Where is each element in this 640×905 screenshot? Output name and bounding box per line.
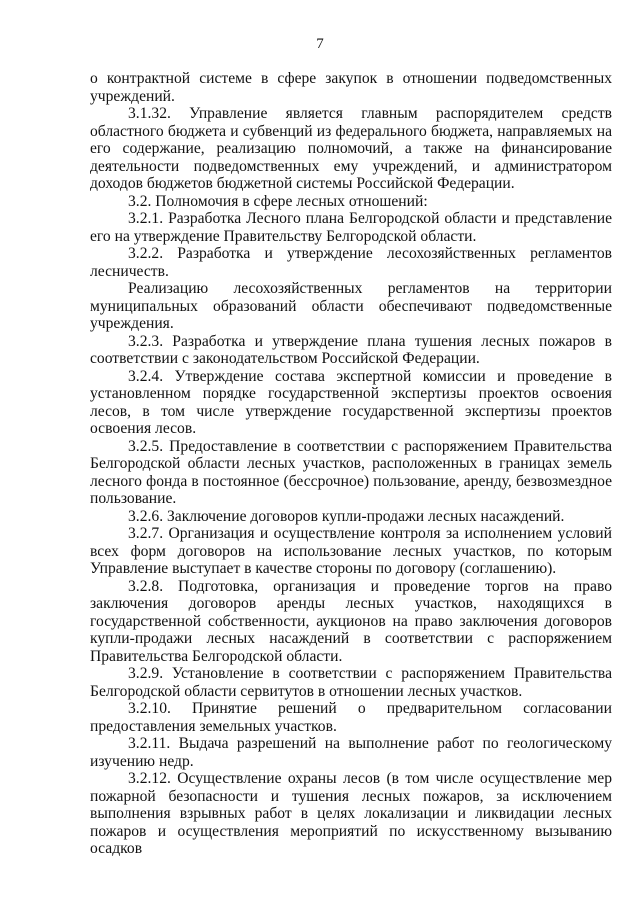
paragraph: 3.2.10. Принятие решений о предварительном согласовании предоставления земельных участков. [90,700,612,735]
paragraph: Реализацию лесохозяйственных регламентов на территории муниципальных образований области обеспечивают подведомственные учреждения. [90,280,612,332]
page-number: 7 [316,36,324,52]
paragraph: о контрактной системе в сфере закупок в отношении подведомственных учреждений. [90,70,612,105]
paragraph: 3.1.32. Управление является главным распорядителем средств областного бюджета и субвенций из федерального бюджета, направляемых на его содержание, реализацию полномочий, а также на финансирование деятельности подведомственных ему учреждений, и администратором доходов бюджетов бюджетной системы Российской Федерации. [90,105,612,192]
body-text [90,70,612,858]
paragraph: 3.2.1. Разработка Лесного плана Белгородской области и представление его на утверждение Правительству Белгородской области. [90,210,612,245]
paragraph: 3.2.7. Организация и осуществление контроля за исполнением условий всех форм договоров на использование лесных участков, по которым Управление выступает в качестве стороны по договору (соглашению). [90,525,612,577]
paragraph: 3.2.9. Установление в соответствии с распоряжением Правительства Белгородской области сервитутов в отношении лесных участков. [90,665,612,700]
paragraph: 3.2.3. Разработка и утверждение плана тушения лесных пожаров в соответствии с законодательством Российской Федерации. [90,332,612,367]
paragraph: 3.2.11. Выдача разрешений на выполнение работ по геологическому изучению недр. [90,735,612,770]
paragraph: 3.2.12. Осуществление охраны лесов (в том числе осуществление мер пожарной безопасности и тушения лесных пожаров, за исключением выполнения взрывных работ в целях локализации и ликвидации лесных пожаров и осуществления мероприятий по искусственному вызыванию осадков [90,770,612,857]
paragraph: 3.2.6. Заключение договоров купли-продажи лесных насаждений. [128,507,565,525]
paragraph: 3.2.8. Подготовка, организация и проведение торгов на право заключения договоров аренды лесных участков, находящихся в государственной собственности, аукционов на право заключения договоров купли-продажи лесных насаждений в соответствии с распоряжением Правительства Белгородской области. [90,577,612,665]
paragraph: 3.2.2. Разработка и утверждение лесохозяйственных регламентов лесничеств. [90,245,612,280]
paragraph: 3.2.4. Утверждение состава экспертной комиссии и проведение в установленном порядке государственной экспертизы проектов освоения лесов, в том числе утверждение государственной экспертизы проектов освоения лесов. [90,367,612,437]
paragraph: 3.2. Полномочия в сфере лесных отношений: [128,192,428,210]
paragraph: 3.2.5. Предоставление в соответствии с распоряжением Правительства Белгородской области лесных участков, расположенных в границах земель лесного фонда в постоянное (бессрочное) пользование, аренду, безвозмездное пользование. [90,437,612,507]
